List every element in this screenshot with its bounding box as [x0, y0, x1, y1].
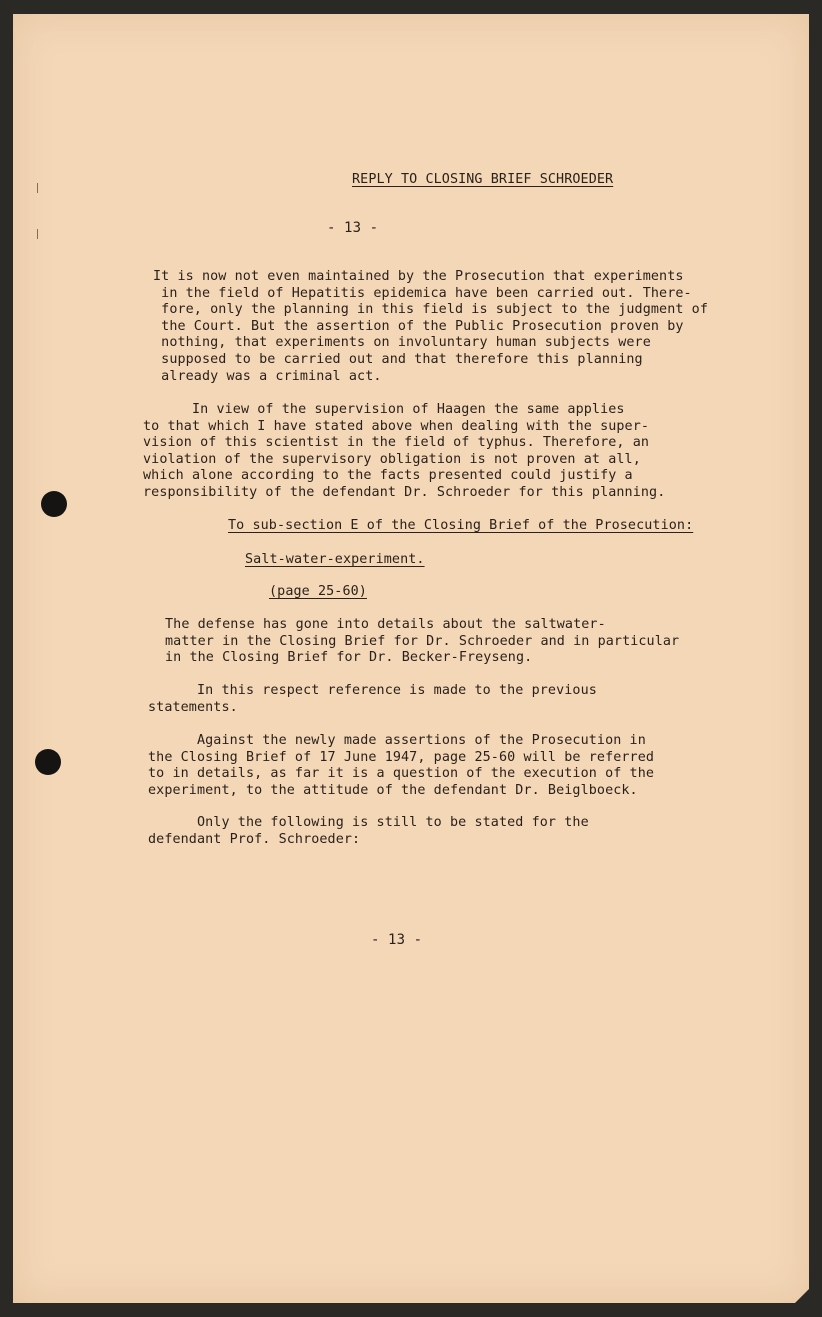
- subsection-heading: To sub-section E of the Closing Brief of the Prosecution:: [228, 518, 694, 533]
- document-header: REPLY TO CLOSING BRIEF SCHROEDER: [352, 172, 614, 187]
- paragraph-following: Only the following is still to be stated for the defendant Prof. Schroeder:: [148, 815, 589, 847]
- punch-hole-lower: [35, 749, 61, 775]
- page-corner-fold: [795, 1289, 809, 1303]
- page-number-bottom: - 13 -: [371, 932, 423, 948]
- paragraph-new-assertions: Against the newly made assertions of the Prosecution in the Closing Brief of 17 June 1947, page 25-60 will be referred to in details, as far it is a question of the execution of the experiment, to the attitude of the defendant Dr. Beiglboeck.: [148, 733, 655, 798]
- subsection-title: Salt-water-experiment.: [245, 552, 425, 567]
- page-reference: (page 25-60): [269, 584, 367, 599]
- margin-mark-upper: [37, 183, 38, 193]
- paragraph-hepatitis: It is now not even maintained by the Prosecution that experiments in the field of Hepatitis epidemica have been carried out. There- fore, only the planning in this field is subject to the judgment of the Court. But the assertion of the Public Prosecution proven by nothing, that experiments on involuntary human subjects were supposed to be carried out and that therefore this planning already was a criminal act.: [153, 269, 709, 384]
- margin-mark-lower: [37, 229, 38, 239]
- paragraph-haagen-supervision: In view of the supervision of Haagen the same applies to that which I have stated above when dealing with the super- vision of this scientist in the field of typhus. Therefore, an violation of the supervisory obligation is not proven at all, which alone according to the facts presented could justify a responsibility of the defendant Dr. Schroeder for this planning.: [143, 402, 666, 500]
- punch-hole-upper: [41, 491, 67, 517]
- page-number-top: - 13 -: [327, 220, 379, 236]
- document-page: [13, 14, 809, 1303]
- paragraph-defense-details: The defense has gone into details about the saltwater- matter in the Closing Brief for Dr. Schroeder and in particular in the Closing Brief for Dr. Becker-Freyseng.: [165, 617, 680, 666]
- paragraph-reference-statements: In this respect reference is made to the previous statements.: [148, 683, 597, 715]
